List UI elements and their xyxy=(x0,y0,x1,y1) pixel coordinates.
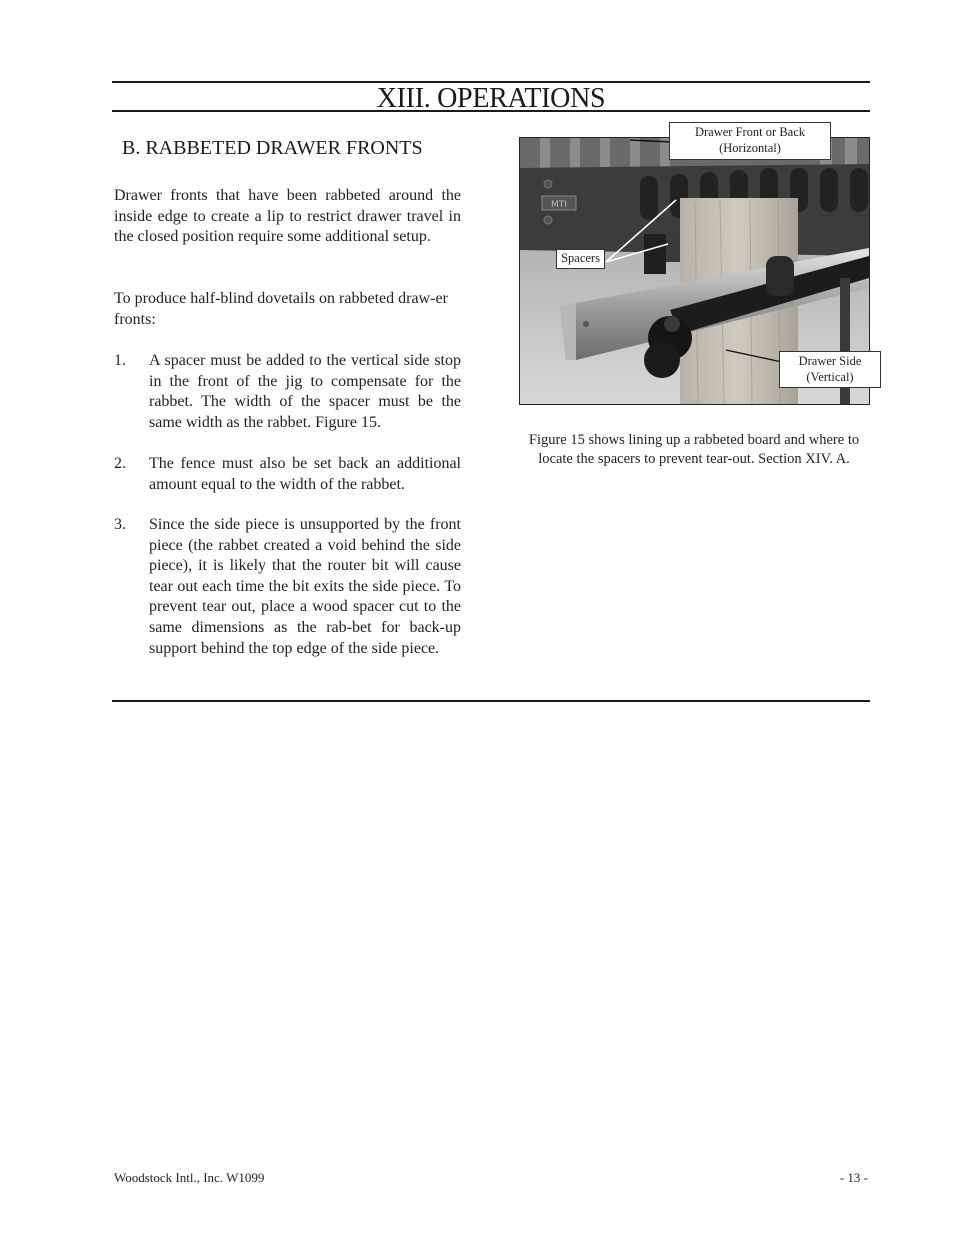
list-text: Since the side piece is unsupported by the front piece (the rabbet created a void behind the side piece), it is likely that the router bit will cause tear out each time the bit exits the side piece. To prevent tear out, place a wood spacer cut to the same dimensions as the rab-bet for back-up support behind the top edge of the side piece. xyxy=(149,516,461,657)
subsection-title: B. RABBETED DRAWER FRONTS xyxy=(122,137,423,159)
callout-drawer-side xyxy=(779,351,881,388)
callout-drawer-front xyxy=(669,122,831,160)
list-number: 2. xyxy=(114,455,126,472)
callout-spacers: Spacers xyxy=(556,249,605,269)
list-number: 3. xyxy=(114,516,126,533)
callout-line: (Horizontal) xyxy=(719,141,781,155)
section-title: XIII. OPERATIONS xyxy=(376,83,606,114)
list-number: 1. xyxy=(114,352,126,369)
callout-line: Drawer Front or Back xyxy=(694,125,806,139)
callout-line: Drawer Side xyxy=(798,354,862,368)
intro-paragraph: Drawer fronts that have been rabbeted around the inside edge to create a lip to restrict drawer travel in the closed position require some additional setup. xyxy=(114,187,461,246)
page-number: - 13 - xyxy=(839,1170,868,1185)
callout-line: (Vertical) xyxy=(806,370,854,384)
title-underline xyxy=(112,110,870,112)
list-text: A spacer must be added to the vertical side stop in the front of the jig to compensate for the rabbet. The width of the spacer must be the same width as the rabbet. Figure 15. xyxy=(149,352,461,431)
figure-caption: Figure 15 shows lining up a rabbeted board and where to locate the spacers to prevent tear-out. Section XIV. A. xyxy=(528,432,860,467)
bottom-rule xyxy=(112,700,870,702)
list-text: The fence must also be set back an additional amount equal to the width of the rabbet. xyxy=(149,455,461,493)
footer-publisher: Woodstock Intl., Inc. W1099 xyxy=(114,1170,265,1185)
howto-paragraph: To produce half-blind dovetails on rabbeted draw-er fronts: xyxy=(114,290,448,328)
jig-logo: MTI xyxy=(551,200,567,210)
